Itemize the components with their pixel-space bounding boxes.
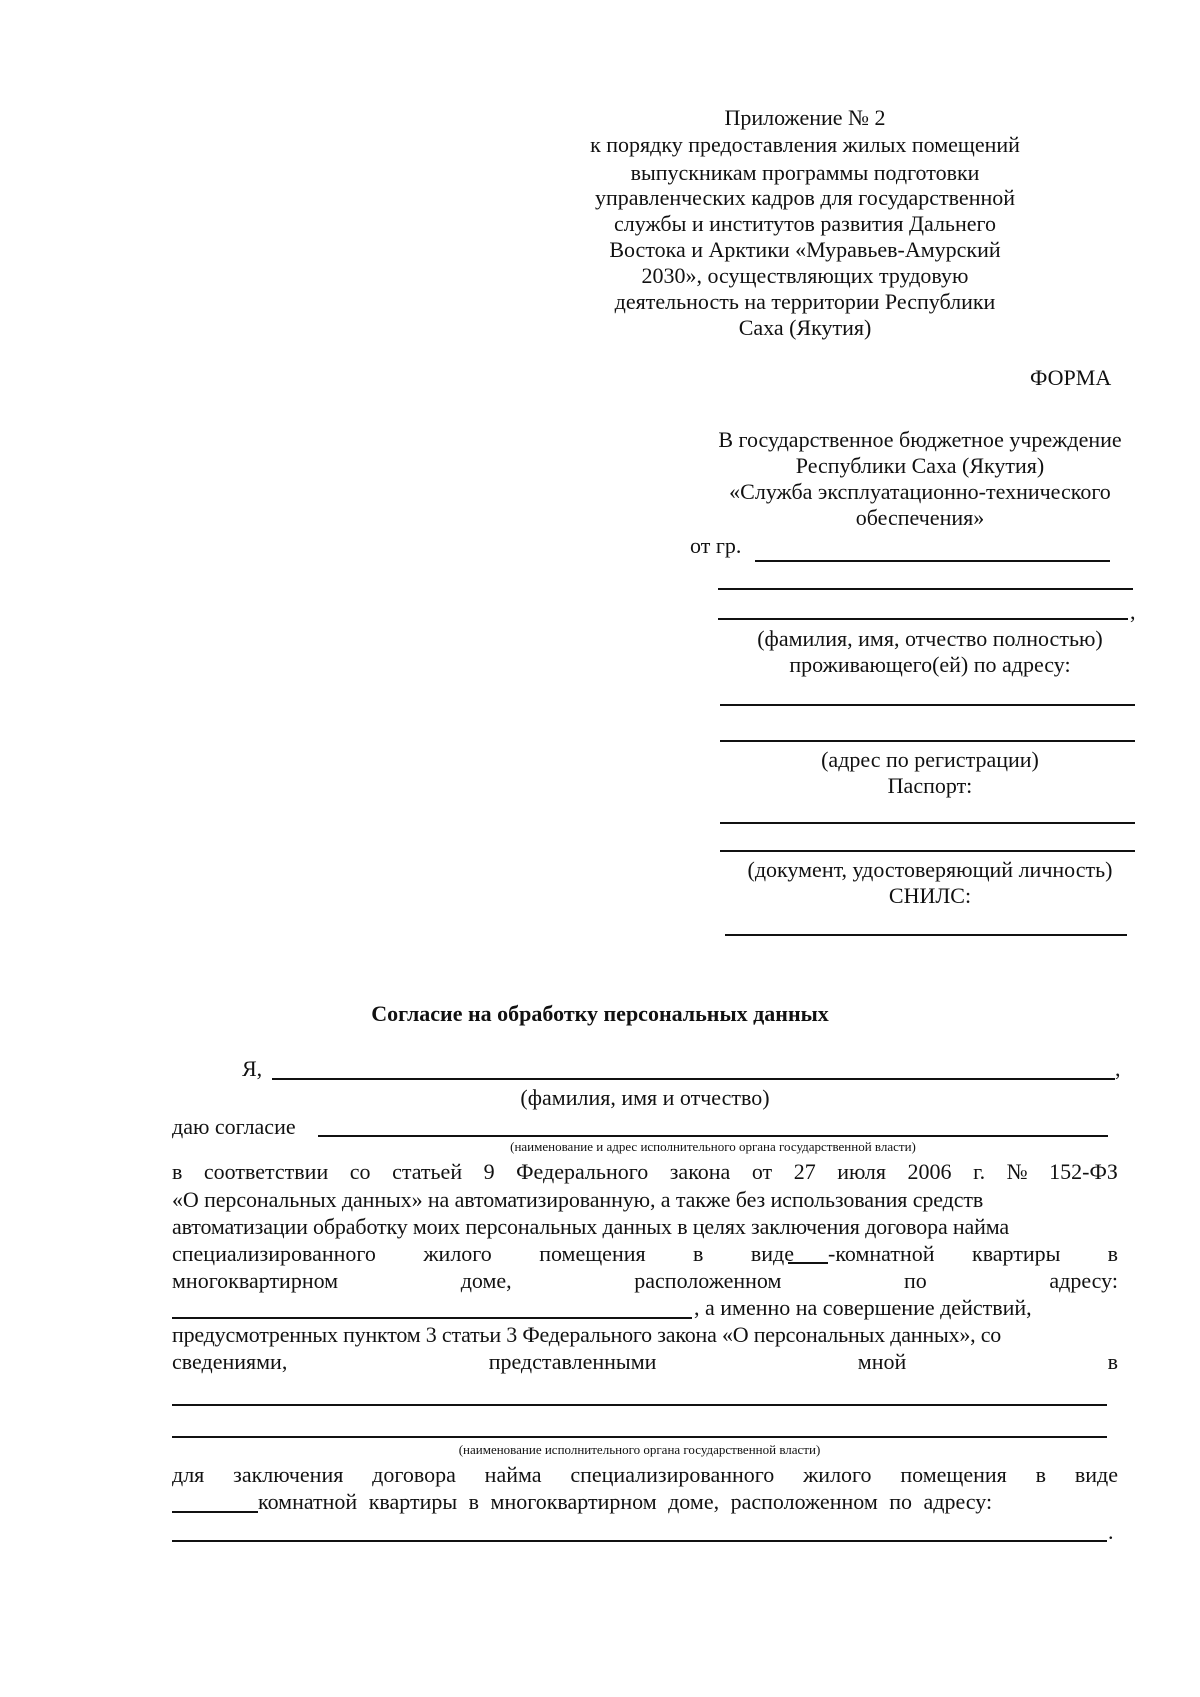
appendix-title: Приложение № 2 xyxy=(724,105,886,130)
address-field-line1[interactable] xyxy=(720,704,1135,706)
passport-field-line1[interactable] xyxy=(720,822,1135,824)
word: 152-ФЗ xyxy=(1049,1159,1118,1184)
word: статьей xyxy=(392,1159,463,1184)
para2-line1 xyxy=(172,1461,1118,1489)
word: помещения xyxy=(539,1241,646,1266)
para1-line4 xyxy=(172,1240,1118,1268)
word: мной xyxy=(857,1349,907,1374)
addressee-line: «Служба эксплуатационно-технического xyxy=(729,479,1111,504)
para1-line4-rooms: -комнатной xyxy=(828,1241,935,1266)
consent-fio-comma: , xyxy=(1115,1056,1121,1081)
snils-field[interactable] xyxy=(725,934,1127,936)
appendix-line: Востока и Арктики «Муравьев-Амурский xyxy=(609,237,1001,262)
i-label: Я, xyxy=(242,1056,263,1081)
fio-caption: (фамилия, имя, отчество полностью) xyxy=(757,626,1103,651)
word: № xyxy=(1006,1159,1028,1184)
para1-line8 xyxy=(172,1348,1118,1376)
from-name-field[interactable] xyxy=(755,560,1110,562)
from-name-field-line2[interactable] xyxy=(718,588,1133,590)
word: специализированного xyxy=(570,1462,775,1487)
give-consent-label: даю согласие xyxy=(172,1114,296,1139)
passport-field-line2[interactable] xyxy=(720,850,1135,852)
authority2-field-line1[interactable] xyxy=(172,1404,1107,1406)
word: по xyxy=(904,1268,927,1293)
rooms-count-field[interactable] xyxy=(788,1262,828,1264)
word: адресу: xyxy=(1049,1268,1118,1293)
appendix-line: Саха (Якутия) xyxy=(738,315,872,340)
word: Федерального xyxy=(516,1159,649,1184)
word: в xyxy=(1107,1349,1118,1374)
para1-line1 xyxy=(172,1158,1118,1186)
passport-label: Паспорт: xyxy=(887,773,973,798)
from-comma: , xyxy=(1130,599,1136,624)
para1-line4-a xyxy=(172,1240,794,1268)
consent-address-field-2[interactable] xyxy=(172,1540,1107,1542)
consent-title: Согласие на обработку персональных данных xyxy=(371,1001,829,1026)
word: в xyxy=(693,1241,704,1266)
addressee-line: Республики Саха (Якутия) xyxy=(795,453,1045,478)
para1-line7: предусмотренных пунктом 3 статьи 3 Федерального закона «О персональных данных», со xyxy=(172,1322,1002,1347)
word: со xyxy=(349,1159,371,1184)
word: июля xyxy=(837,1159,886,1184)
consent-fio-field[interactable] xyxy=(272,1078,1115,1080)
word: помещения xyxy=(900,1462,1007,1487)
para1-line6 xyxy=(694,1294,1118,1322)
address-field-line2[interactable] xyxy=(720,740,1135,742)
para2-end: . xyxy=(1108,1519,1114,1544)
appendix-line: выпускникам программы подготовки xyxy=(630,160,980,185)
word: найма xyxy=(484,1462,542,1487)
word: г. xyxy=(973,1159,986,1184)
consent-fio-caption: (фамилия, имя и отчество) xyxy=(520,1085,770,1110)
authority-field[interactable] xyxy=(318,1135,1108,1137)
authority-caption: (наименование и адрес исполнительного органа государственной власти) xyxy=(510,1139,916,1154)
word: квартиры xyxy=(972,1241,1061,1266)
appendix-line: управленческих кадров для государственной xyxy=(594,185,1016,210)
addressee-line: В государственное бюджетное учреждение xyxy=(718,427,1122,452)
document-caption: (документ, удостоверяющий личность) xyxy=(747,857,1113,882)
authority2-field-line2[interactable] xyxy=(172,1436,1107,1438)
word: сведениями, xyxy=(172,1349,288,1374)
appendix-line: деятельность на территории Республики xyxy=(614,289,996,314)
rooms-count-field-2[interactable] xyxy=(172,1511,258,1513)
para1-line3: автоматизации обработку моих персональных данных в целях заключения договора найма xyxy=(172,1214,1010,1239)
form-label: ФОРМА xyxy=(1030,365,1112,390)
word: представленными xyxy=(488,1349,657,1374)
word: многоквартирном xyxy=(172,1268,339,1293)
para1-line4-c xyxy=(972,1240,1118,1268)
word: от xyxy=(751,1159,773,1184)
consent-address-field[interactable] xyxy=(172,1317,692,1319)
word: в xyxy=(172,1159,183,1184)
addressee-line: обеспечения» xyxy=(855,505,985,530)
word: специализированного xyxy=(172,1241,376,1266)
word: соответствии xyxy=(203,1159,329,1184)
word: 2006 xyxy=(907,1159,952,1184)
para1-line2: «О персональных данных» на автоматизированную, а также без использования средств xyxy=(172,1187,984,1212)
word: 9 xyxy=(483,1159,495,1184)
authority2-caption: (наименование исполнительного органа государственной власти) xyxy=(458,1442,821,1457)
snils-label: СНИЛС: xyxy=(888,883,972,908)
para2-line2: комнатной квартиры в многоквартирном доме, расположенном по адресу: xyxy=(258,1489,993,1514)
word: в xyxy=(1035,1462,1047,1487)
from-label: от гр. xyxy=(690,533,742,558)
word: расположенном xyxy=(634,1268,782,1293)
word: жилого xyxy=(423,1241,492,1266)
appendix-line: 2030», осуществляющих трудовую xyxy=(641,263,969,288)
appendix-line: к порядку предоставления жилых помещений xyxy=(590,132,1020,157)
word: закона xyxy=(669,1159,731,1184)
word: виде xyxy=(750,1241,794,1266)
from-name-field-line3[interactable] xyxy=(718,618,1128,620)
word: в xyxy=(1107,1241,1118,1266)
line6-text: , а именно на совершение действий, xyxy=(694,1295,1032,1320)
word: 27 xyxy=(793,1159,816,1184)
appendix-line: службы и институтов развития Дальнего xyxy=(614,211,996,236)
word: доме, xyxy=(460,1268,512,1293)
word: для xyxy=(172,1462,205,1487)
word: виде xyxy=(1074,1462,1118,1487)
word: заключения xyxy=(233,1462,344,1487)
word: жилого xyxy=(803,1462,872,1487)
para1-line5 xyxy=(172,1267,1118,1295)
address-caption: (адрес по регистрации) xyxy=(821,747,1039,772)
residing-label: проживающего(ей) по адресу: xyxy=(789,652,1071,677)
word: договора xyxy=(372,1462,456,1487)
